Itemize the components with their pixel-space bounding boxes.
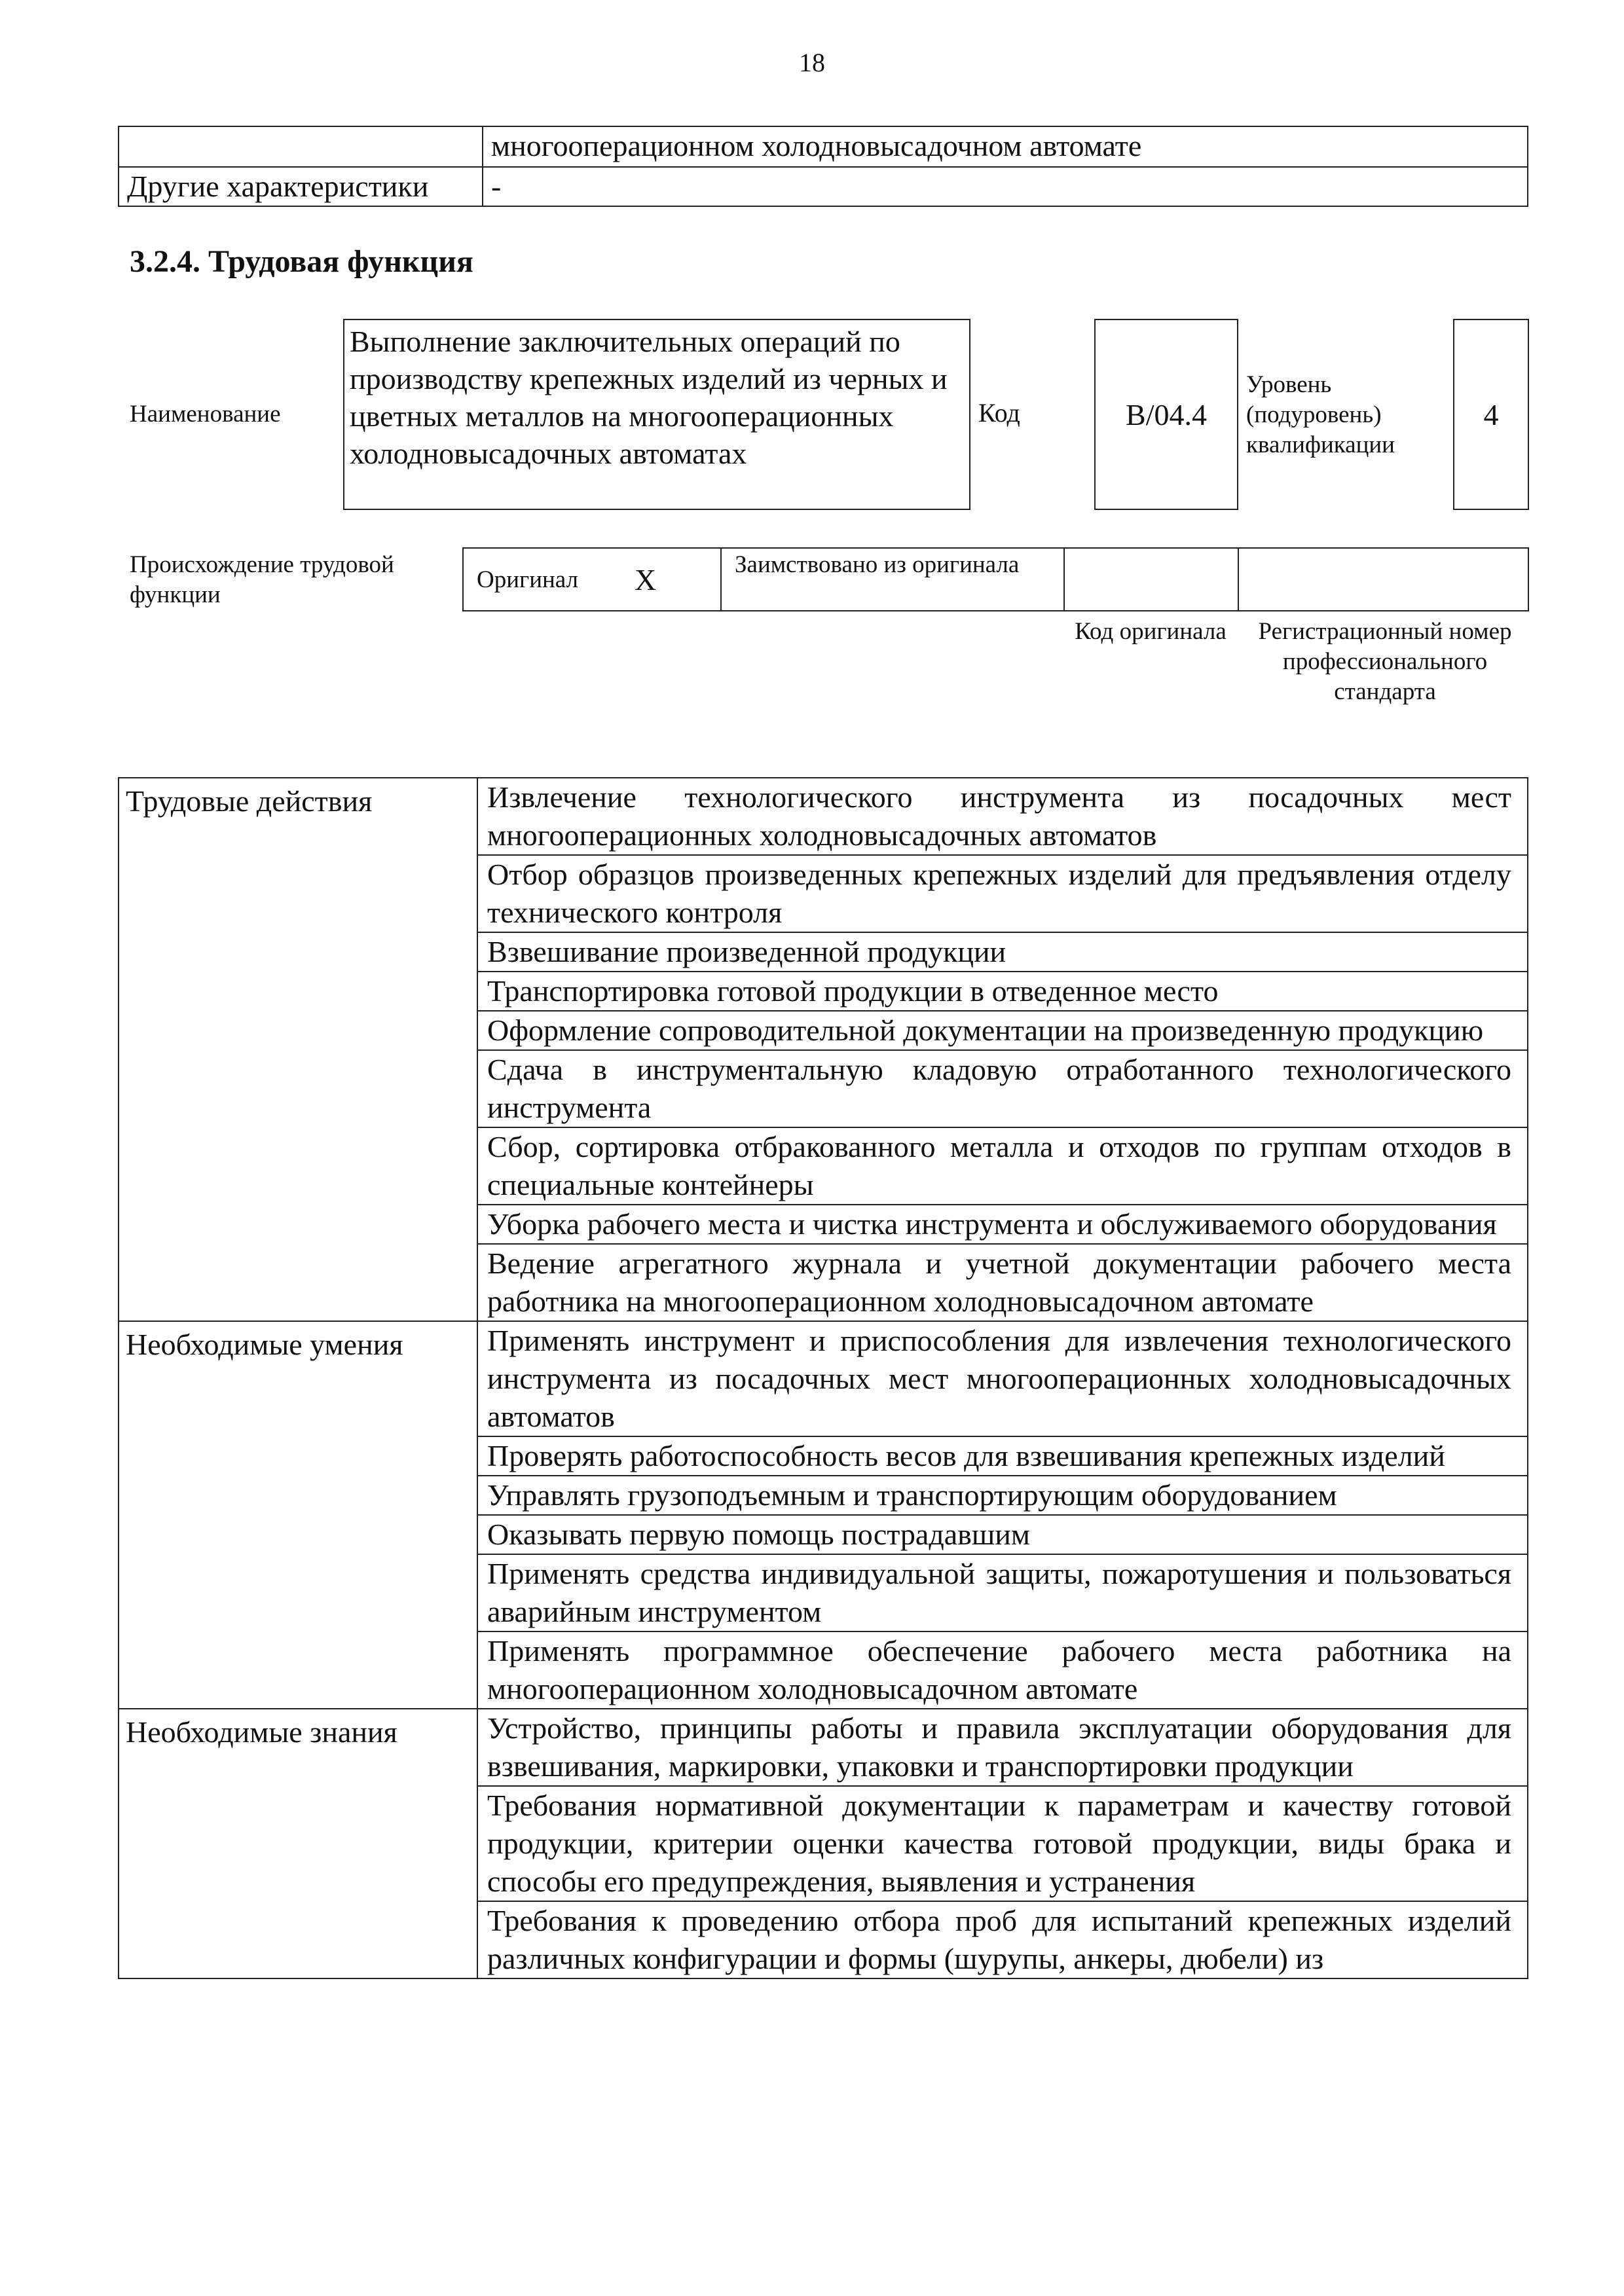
row-label (119, 127, 483, 166)
continuation-table (118, 126, 1528, 207)
origin-original-cell (464, 549, 722, 610)
level-value: 4 (1483, 397, 1499, 431)
level-label: Уровень (подуровень) квалификации (1246, 371, 1395, 458)
list-item: Извлечение технологического инструмента из посадочных мест многооперационных холодновысадочных автоматов (478, 778, 1527, 856)
group-label: Необходимые знания (119, 1709, 478, 1978)
list-item: Оформление сопроводительной документации на произведенную продукцию (478, 1011, 1527, 1051)
list-item: Требования к проведению отбора проб для испытаний крепежных изделий различных конфигурации и формы (шурупы, анкеры, дюбели) из (487, 1904, 1511, 1975)
code-value: B/04.4 (1126, 397, 1207, 431)
origin-reg-cell (1239, 549, 1528, 610)
page-number: 18 (799, 48, 825, 77)
borrowed-label: Заимствовано из оригинала (722, 549, 1065, 610)
list-item: Взвешивание произведенной продукции (478, 933, 1527, 972)
row-value: - (491, 170, 502, 203)
list-item: Применять инструмент и приспособления для извлечения технологического инструмента из посадочных мест многооперационных холодновысадочных автоматов (478, 1322, 1527, 1437)
list-item: Отбор образцов произведенных крепежных изделий для предъявления отделу технического контроля (478, 856, 1527, 933)
original-label: Оригинал (477, 566, 579, 593)
main-table (118, 777, 1528, 1979)
list-item: Оказывать первую помощь пострадавшим (478, 1516, 1527, 1555)
origin-table (462, 547, 1529, 611)
group-items (478, 1709, 1527, 1978)
row-label: Другие характеристики (119, 168, 483, 206)
code-original-caption: Код оригинала (1075, 618, 1227, 645)
group-label: Трудовые действия (119, 778, 478, 1321)
origin-code-cell (1065, 549, 1239, 610)
group-required-skills (119, 1322, 1527, 1709)
section-title: 3.2.4. Трудовая функция (130, 244, 473, 279)
origin-label: Происхождение трудовой функции (130, 551, 394, 608)
list-item: Проверять работоспособность весов для взвешивания крепежных изделий (478, 1437, 1527, 1476)
list-item: Применять средства индивидуальной защиты, пожаротушения и пользоваться аварийным инструментом (478, 1555, 1527, 1632)
list-item: Транспортировка готовой продукции в отведенное место (478, 972, 1527, 1011)
group-label: Необходимые умения (119, 1322, 478, 1708)
list-item: Устройство, принципы работы и правила эксплуатации оборудования для взвешивания, маркировки, упаковки и транспортировки продукции (478, 1709, 1527, 1787)
list-item: Управлять грузоподъемным и транспортирующим оборудованием (478, 1476, 1527, 1516)
name-label: Наименование (130, 401, 281, 428)
row-value: многооперационном холодновысадочном автомате (491, 129, 1142, 162)
reg-number-caption: Регистрационный номер профессионального стандарта (1258, 618, 1512, 705)
group-items (478, 1322, 1527, 1708)
code-box (1094, 319, 1238, 510)
group-labor-actions (119, 778, 1527, 1322)
list-item: Требования нормативной документации к параметрам и качеству готовой продукции, критерии оценки качества готовой продукции, виды брака и способы его предупреждения, выявления и устранения (478, 1787, 1527, 1902)
list-item: Уборка рабочего места и чистка инструмента и обслуживаемого оборудования (478, 1205, 1527, 1245)
original-mark: X (635, 562, 657, 596)
code-label: Код (978, 398, 1020, 428)
list-item: Применять программное обеспечение рабочего места работника на многооперационном холодновысадочном автомате (487, 1634, 1511, 1705)
level-box (1453, 319, 1529, 510)
function-name-box: Выполнение заключительных операций по производству крепежных изделий из черных и цветных металлов на многооперационных холодновысадочных автоматах (343, 319, 970, 510)
list-item: Ведение агрегатного журнала и учетной документации рабочего места работника на многооперационном холодновысадочном автомате (487, 1247, 1511, 1318)
group-items (478, 778, 1527, 1321)
list-item: Сбор, сортировка отбракованного металла и отходов по группам отходов в специальные контейнеры (478, 1128, 1527, 1205)
group-required-knowledge (119, 1709, 1527, 1978)
list-item: Сдача в инструментальную кладовую отработанного технологического инструмента (478, 1051, 1527, 1128)
table-row (119, 168, 1527, 206)
table-row (119, 127, 1527, 168)
